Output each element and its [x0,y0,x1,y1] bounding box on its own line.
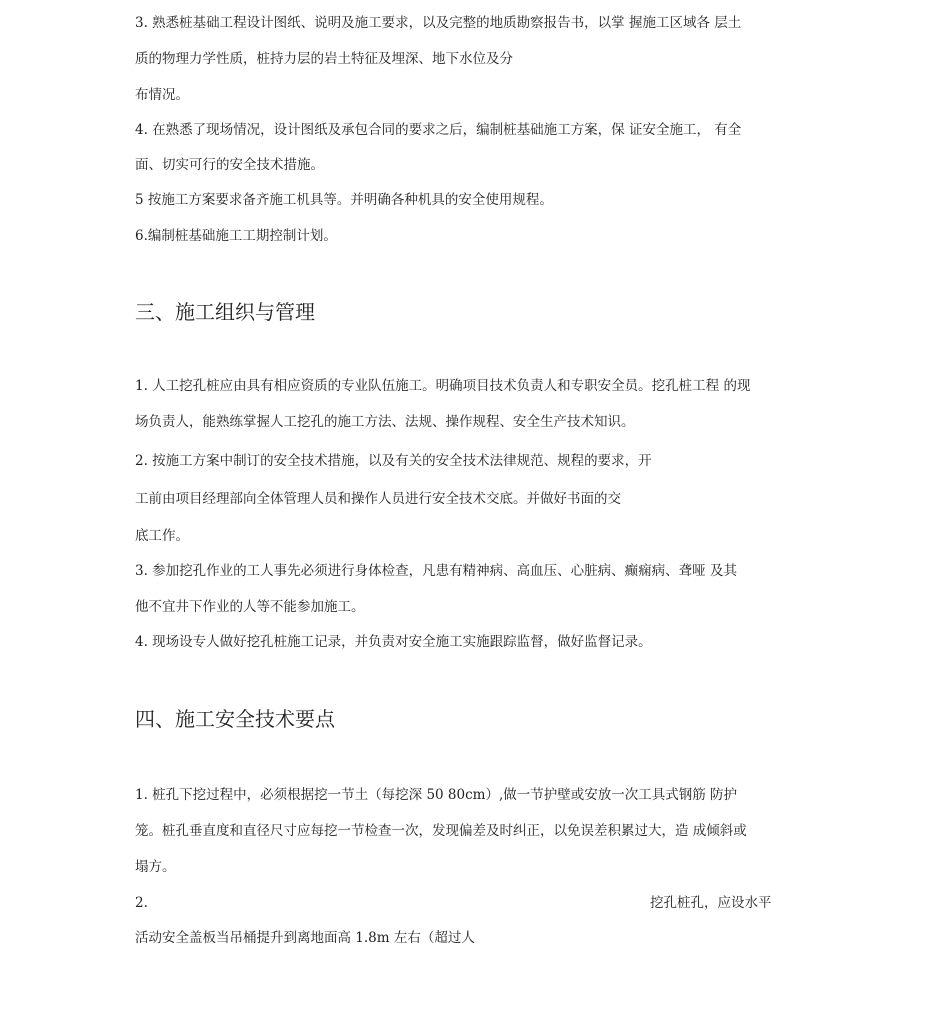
paragraph-line: 1. 桩孔下挖过程中，必须根据挖一节土（每挖深 50 80cm）,做一节护壁或安放一次工具式钢筋 防护 [135,787,738,803]
paragraph-line: 3. 熟悉桩基础工程设计图纸、说明及施工要求，以及完整的地质勘察报告书，以掌 握施工区域各 层土 [135,15,742,31]
paragraph-fragment: 挖孔桩孔，应设水平 [650,895,772,911]
paragraph-line: 面、切实可行的安全技术措施。 [135,157,324,173]
paragraph-line: 2. 按施工方案中制订的安全技术措施，以及有关的安全技术法律规范、规程的要求，开 [135,453,652,469]
paragraph-line: 底工作。 [135,528,189,544]
section-heading: 四、施工安全技术要点 [135,707,335,731]
paragraph-line: 笼。桩孔垂直度和直径尺寸应每挖一节检查一次，发现偏差及时纠正，以免误差积累过大，造 成倾斜或 [135,823,747,839]
section-heading: 三、施工组织与管理 [135,300,315,324]
paragraph-line: 3. 参加挖孔作业的工人事先必须进行身体检查，凡患有精神病、高血压、心脏病、癫痫病、聋哑 及其 [135,563,737,579]
paragraph-line: 场负责人，能熟练掌握人工挖孔的施工方法、法规、操作规程、安全生产技术知识。 [135,414,635,430]
paragraph-line: 4. 在熟悉了现场情况，设计图纸及承包合同的要求之后，编制桩基础施工方案，保 证安全施工， 有全 [135,122,742,138]
paragraph-line: 工前由项目经理部向全体管理人员和操作人员进行安全技术交底。并做好书面的交 [135,491,621,507]
paragraph-line: 5 按施工方案要求备齐施工机具等。并明确各种机具的安全使用规程。 [135,192,553,208]
list-number: 2. [135,895,148,911]
paragraph-line: 质的物理力学性质，桩持力层的岩土特征及埋深、地下水位及分 [135,51,513,67]
paragraph-line: 塌方。 [135,859,176,875]
paragraph-line: 布情况。 [135,87,189,103]
paragraph-line: 6.编制桩基础施工工期控制计划。 [135,228,337,244]
paragraph-line: 4. 现场设专人做好挖孔桩施工记录，并负责对安全施工实施跟踪监督，做好监督记录。 [135,634,652,650]
paragraph-line: 他不宜井下作业的人等不能参加施工。 [135,599,365,615]
paragraph-line: 1. 人工挖孔桩应由具有相应资质的专业队伍施工。明确项目技术负责人和专职安全员。挖孔桩工程 的现 [135,378,751,394]
paragraph-line: 活动安全盖板当吊桶提升到离地面高 1.8m 左右（超过人 [135,930,475,946]
